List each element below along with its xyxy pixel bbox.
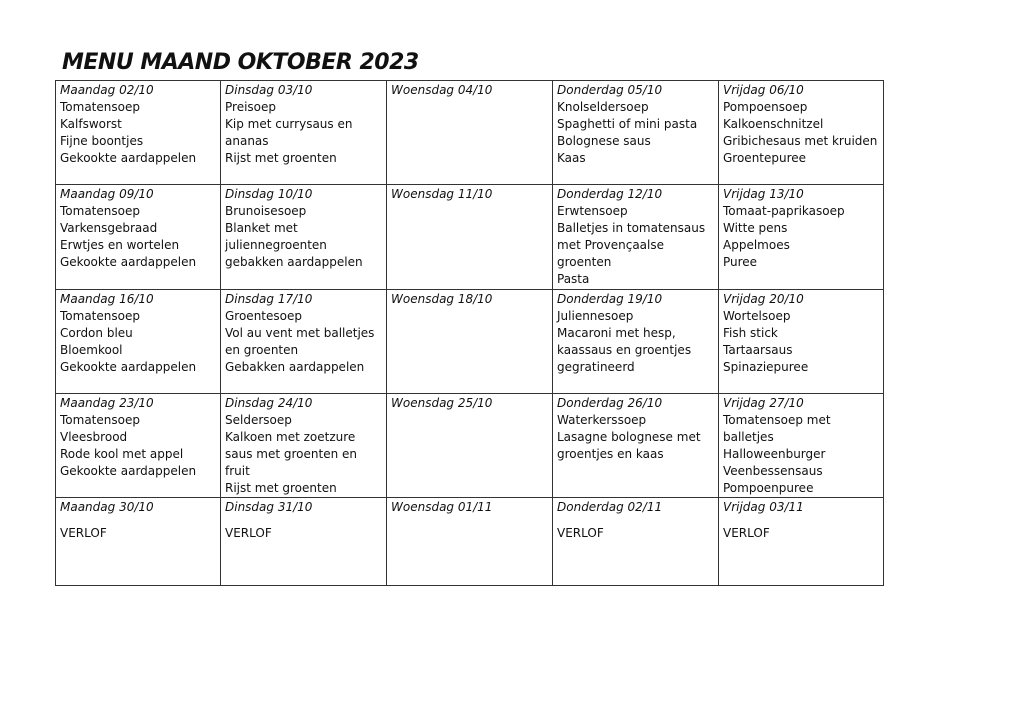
- day-cell: [553, 185, 719, 290]
- menu-body: [56, 81, 884, 586]
- dish-item: Pasta: [557, 272, 590, 286]
- dish-item: Witte pens: [723, 221, 788, 235]
- dish-item: Wortelsoep: [723, 309, 791, 323]
- dish-item: saus met groenten en: [225, 447, 357, 461]
- dish-item: groentjes en kaas: [557, 447, 664, 461]
- week-row: [56, 498, 884, 586]
- dish-item: Kaas: [557, 151, 586, 165]
- dish-item: Vleesbrood: [60, 430, 128, 444]
- dish-item: Kalfsworst: [60, 117, 122, 131]
- day-cell: [719, 185, 884, 290]
- dish-item: Tomatensoep: [60, 204, 140, 218]
- dish-item: Fijne boontjes: [60, 134, 144, 148]
- dish-item: VERLOF: [60, 526, 107, 540]
- day-header: Maandag 16/10: [60, 292, 154, 306]
- dish-item: Erwtjes en wortelen: [60, 238, 180, 252]
- day-cell: [56, 81, 221, 185]
- page-title: MENU MAAND OKTOBER 2023: [62, 50, 419, 75]
- dish-item: Gekookte aardappelen: [60, 255, 197, 269]
- dish-item: VERLOF: [225, 526, 272, 540]
- dish-item: gegratineerd: [557, 360, 635, 374]
- dish-item: met Provençaalse: [557, 238, 664, 252]
- day-header: Vrijdag 20/10: [723, 292, 804, 306]
- dish-item: Varkensgebraad: [60, 221, 158, 235]
- dish-item: Balletjes in tomatensaus: [557, 221, 706, 235]
- day-cell: [719, 81, 884, 185]
- week-row: [56, 81, 884, 185]
- day-header: Woensdag 04/10: [391, 83, 493, 97]
- dish-item: Tomatensoep: [60, 309, 140, 323]
- day-header: Vrijdag 27/10: [723, 396, 804, 410]
- day-cell: [221, 498, 387, 586]
- dish-item: Veenbessensaus: [723, 464, 823, 478]
- spacer: [225, 516, 382, 525]
- dish-item: Blanket met: [225, 221, 298, 235]
- dish-item: fruit: [225, 464, 250, 478]
- dish-item: Pompoensoep: [723, 100, 808, 114]
- day-header: Donderdag 19/10: [557, 292, 663, 306]
- dish-item: Rijst met groenten: [225, 151, 337, 165]
- dish-item: Appelmoes: [723, 238, 790, 252]
- day-cell: [221, 185, 387, 290]
- dish-item: Bolognese saus: [557, 134, 651, 148]
- day-cell: [387, 498, 553, 586]
- dish-item: VERLOF: [723, 526, 770, 540]
- day-cell: [387, 290, 553, 394]
- dish-item: juliennegroenten: [225, 238, 327, 252]
- dish-item: Groentepuree: [723, 151, 807, 165]
- dish-item: Halloweenburger: [723, 447, 826, 461]
- dish-item: Puree: [723, 255, 758, 269]
- dish-item: Vol au vent met balletjes: [225, 326, 375, 340]
- day-cell: [221, 394, 387, 498]
- dish-item: Spinaziepuree: [723, 360, 809, 374]
- dish-item: Tomatensoep: [60, 100, 140, 114]
- day-cell: [56, 185, 221, 290]
- dish-item: Gebakken aardappelen: [225, 360, 365, 374]
- day-header: Vrijdag 13/10: [723, 187, 804, 201]
- dish-item: gebakken aardappelen: [225, 255, 363, 269]
- day-cell: [387, 185, 553, 290]
- spacer: [60, 516, 216, 525]
- dish-item: Knolseldersoep: [557, 100, 649, 114]
- dish-item: VERLOF: [557, 526, 604, 540]
- dish-item: en groenten: [225, 343, 299, 357]
- day-cell: [221, 81, 387, 185]
- day-header: Dinsdag 24/10: [225, 396, 313, 410]
- dish-item: Macaroni met hesp,: [557, 326, 676, 340]
- dish-item: Kip met currysaus en: [225, 117, 353, 131]
- dish-item: Tartaarsaus: [723, 343, 793, 357]
- day-header: Dinsdag 31/10: [225, 500, 313, 514]
- spacer: [723, 516, 879, 525]
- day-cell: [56, 498, 221, 586]
- dish-item: Gekookte aardappelen: [60, 151, 197, 165]
- day-header: Dinsdag 10/10: [225, 187, 313, 201]
- day-header: Maandag 02/10: [60, 83, 154, 97]
- dish-item: Fish stick: [723, 326, 778, 340]
- day-header: Woensdag 11/10: [391, 187, 493, 201]
- dish-item: Tomatensoep: [60, 413, 140, 427]
- day-cell: [221, 290, 387, 394]
- dish-item: Cordon bleu: [60, 326, 133, 340]
- day-cell: [553, 394, 719, 498]
- day-header: Vrijdag 06/10: [723, 83, 804, 97]
- dish-item: Kalkoenschnitzel: [723, 117, 824, 131]
- dish-item: Lasagne bolognese met: [557, 430, 701, 444]
- dish-item: Groentesoep: [225, 309, 302, 323]
- dish-item: Gekookte aardappelen: [60, 360, 197, 374]
- dish-item: groenten: [557, 255, 612, 269]
- dish-item: Tomaat-paprikasoep: [723, 204, 845, 218]
- dish-item: Seldersoep: [225, 413, 292, 427]
- day-cell: [56, 394, 221, 498]
- day-header: Donderdag 12/10: [557, 187, 663, 201]
- day-header: Maandag 23/10: [60, 396, 154, 410]
- day-header: Donderdag 26/10: [557, 396, 663, 410]
- dish-item: Gekookte aardappelen: [60, 464, 197, 478]
- dish-item: kaassaus en groentjes: [557, 343, 692, 357]
- day-cell: [719, 394, 884, 498]
- dish-item: Erwtensoep: [557, 204, 628, 218]
- dish-item: Bloemkool: [60, 343, 123, 357]
- dish-item: Preisoep: [225, 100, 277, 114]
- dish-item: Gribichesaus met kruiden: [723, 134, 878, 148]
- dish-item: Tomatensoep met: [723, 413, 831, 427]
- day-cell: [719, 290, 884, 394]
- day-cell: [553, 81, 719, 185]
- dish-item: Kalkoen met zoetzure: [225, 430, 356, 444]
- dish-item: Rode kool met appel: [60, 447, 184, 461]
- dish-item: ananas: [225, 134, 269, 148]
- day-header: Dinsdag 17/10: [225, 292, 313, 306]
- day-cell: [387, 81, 553, 185]
- day-header: Woensdag 25/10: [391, 396, 493, 410]
- day-cell: [553, 498, 719, 586]
- day-header: Donderdag 05/10: [557, 83, 663, 97]
- dish-item: Rijst met groenten: [225, 481, 337, 495]
- week-row: [56, 185, 884, 290]
- week-row: [56, 394, 884, 498]
- spacer: [557, 516, 714, 525]
- dish-item: balletjes: [723, 430, 774, 444]
- day-header: Woensdag 18/10: [391, 292, 493, 306]
- day-cell: [719, 498, 884, 586]
- dish-item: Brunoisesoep: [225, 204, 307, 218]
- dish-item: Pompoenpuree: [723, 481, 814, 495]
- day-cell: [387, 394, 553, 498]
- day-header: Donderdag 02/11: [557, 500, 663, 514]
- week-row: [56, 290, 884, 394]
- dish-item: Spaghetti of mini pasta: [557, 117, 698, 131]
- day-header: Maandag 30/10: [60, 500, 154, 514]
- day-header: Woensdag 01/11: [391, 500, 493, 514]
- day-cell: [553, 290, 719, 394]
- day-header: Dinsdag 03/10: [225, 83, 313, 97]
- day-header: Vrijdag 03/11: [723, 500, 804, 514]
- day-header: Maandag 09/10: [60, 187, 154, 201]
- menu-table: [55, 80, 884, 586]
- dish-item: Juliennesoep: [557, 309, 634, 323]
- dish-item: Waterkerssoep: [557, 413, 647, 427]
- day-cell: [56, 290, 221, 394]
